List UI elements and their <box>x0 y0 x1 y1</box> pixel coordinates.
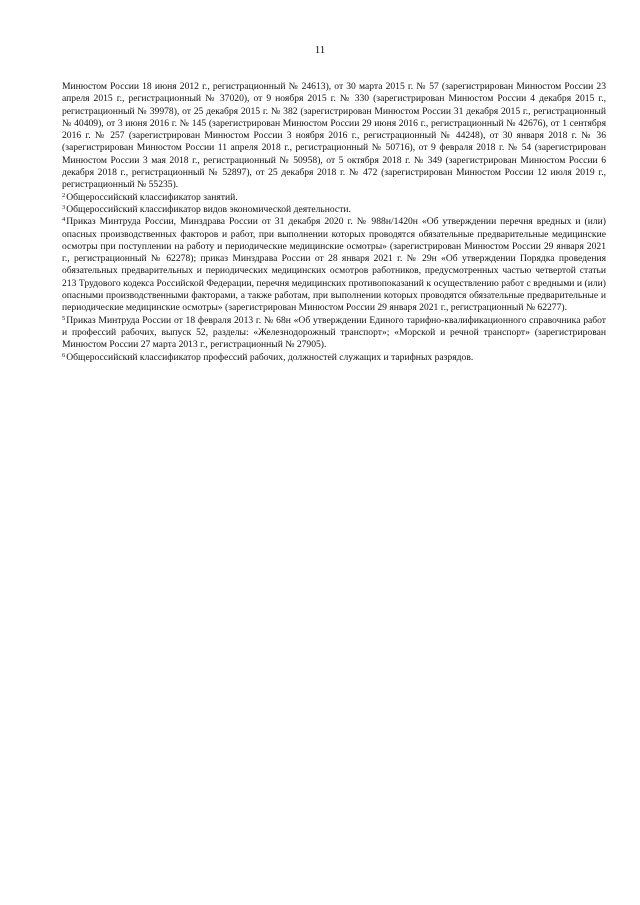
footnote-4 <box>62 216 606 314</box>
footnote-number: 6 <box>62 351 66 359</box>
footnote-number: 3 <box>62 203 66 211</box>
footnote-text: Приказ Минтруда России, Минздрава России от 31 декабря 2020 г. № 988н/1420н «Об утверждении перечня вредных и (или) опасных производственных факторов и работ, при выполнении которых проводятся обязательные предварительные медицинские осмотры при поступлении на работу и периодические медицинские осмотры» (зарегистрирован Минюстом России 29 января 2021 г., регистрационный № 62278); приказ Минздрава России от 28 января 2021 г. № 29н «Об утверждении Порядка проведения обязательных предварительных и периодических медицинских осмотров работников, предусмотренных частью четвертой статьи 213 Трудового кодекса Российской Федерации, перечня медицинских противопоказаний к осуществлению работ с вредными и (или) опасными производственными факторами, а также работам, при выполнении которых проводятся обязательные предварительные и периодические медицинские осмотры» (зарегистрирован Минюстом России 29 января 2021 г., регистрационный № 62277). <box>62 216 606 314</box>
footnote-text: Минюстом России 18 июня 2012 г., регистрационный № 24613), от 30 марта 2015 г. № 57 (зарегистрирован Минюстом России 23 апреля 2015 г., регистрационный № 37020), от 9 ноября 2015 г. № 330 (зарегистрирован Минюстом России 4 декабря 2015 г., регистрационный № 39978), от 25 декабря 2015 г. № 382 (зарегистрирован Минюстом России 31 декабря 2015 г., регистрационный № 40409), от 3 июня 2016 г. № 145 (зарегистрирован Минюстом России 29 июня 2016 г., регистрационный № 42676), от 1 сентября 2016 г. № 257 (зарегистрирован Минюстом России 3 ноября 2016 г., регистрационный № 44248), от 30 января 2018 г. № 36 (зарегистрирован Минюстом России 11 апреля 2018 г., регистрационный № 50716), от 9 февраля 2018 г. № 54 (зарегистрирован Минюстом России 3 мая 2018 г., регистрационный № 50958), от 5 октября 2018 г. № 349 (зарегистрирован Минюстом России 6 декабря 2018 г., регистрационный № 52897), от 25 декабря 2018 г. № 472 (зарегистрирован Минюстом России 12 июля 2019 г., регистрационный № 55235). <box>62 81 606 191</box>
footnote-2 <box>62 192 606 204</box>
footnote-number: 4 <box>62 216 66 224</box>
footnote-number: 5 <box>62 314 66 322</box>
footnote-1-continuation <box>62 81 606 192</box>
footnote-3 <box>62 204 606 216</box>
footnote-text: Приказ Минтруда России от 18 февраля 2013 г. № 68н «Об утверждении Единого тарифно-квалификационного справочника работ и профессий рабочих, выпуск 52, разделы: «Железнодорожный транспорт»; «Морской и речной транспорт» (зарегистрирован Минюстом России 27 марта 2013 г., регистрационный № 27905). <box>62 314 606 351</box>
footnote-text: Общероссийский классификатор профессий рабочих, должностей служащих и тарифных разрядов. <box>66 351 474 363</box>
footnote-number: 2 <box>62 191 66 199</box>
footnote-text: Общероссийский классификатор видов экономической деятельности. <box>66 203 351 215</box>
footnote-5 <box>62 315 606 352</box>
footnote-text: Общероссийский классификатор занятий. <box>66 191 238 203</box>
footnotes-block <box>62 81 606 364</box>
page-number: 11 <box>314 44 326 56</box>
footnote-6 <box>62 352 606 364</box>
